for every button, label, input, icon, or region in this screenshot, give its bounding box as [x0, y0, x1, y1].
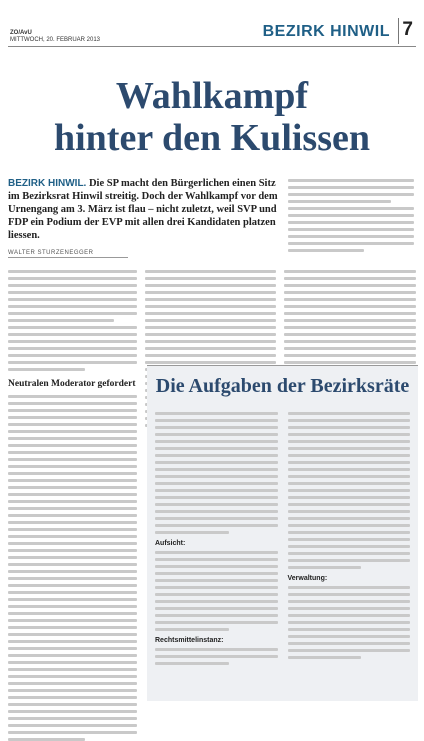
- masthead-divider: [398, 18, 399, 44]
- section-title: BEZIRK HINWIL: [262, 23, 390, 40]
- article-column-3-top: [288, 177, 414, 258]
- publication-info: [10, 30, 100, 44]
- article-column-1: [8, 270, 137, 741]
- info-box-column-2: [288, 412, 411, 665]
- section-subheading: Neutralen Moderator gefordert: [8, 379, 136, 389]
- article-lead: [8, 177, 278, 242]
- info-box-title: Die Aufgaben der Bezirksräte: [155, 375, 410, 397]
- publication-date: MITTWOCH, 20. FEBRUAR 2013: [10, 37, 101, 43]
- author-byline: WALTER STURZENEGGER: [8, 250, 128, 258]
- lead-text: Die SP macht den Bürgerlichen einen Sitz im Bezirksrat Hinwil streitig. Doch der Wahlkampf vor dem Urnengang am 3. März ist flau – nicht zuletzt, weil SVP und FDP ein Podium der EVP mit allen drei Kandidaten platzen liessen.: [8, 178, 278, 241]
- lead-kicker: BEZIRK HINWIL.: [8, 178, 87, 189]
- headline-line-1: Wahlkampf: [115, 75, 309, 117]
- article-headline: [8, 75, 416, 159]
- info-box-label-rechtsmittel: Rechtsmittelinstanz:: [155, 637, 224, 644]
- info-box-label-aufsicht: Aufsicht:: [155, 540, 186, 547]
- headline-line-2: hinter den Kulissen: [53, 117, 371, 159]
- info-box-column-1: [155, 412, 278, 665]
- page-number: 7: [402, 19, 413, 40]
- info-box-label-verwaltung: Verwaltung:: [287, 575, 328, 582]
- lead-row: [8, 177, 416, 258]
- masthead: [8, 0, 416, 47]
- publication-name: ZO/AvU: [10, 30, 32, 36]
- info-box: [147, 365, 418, 701]
